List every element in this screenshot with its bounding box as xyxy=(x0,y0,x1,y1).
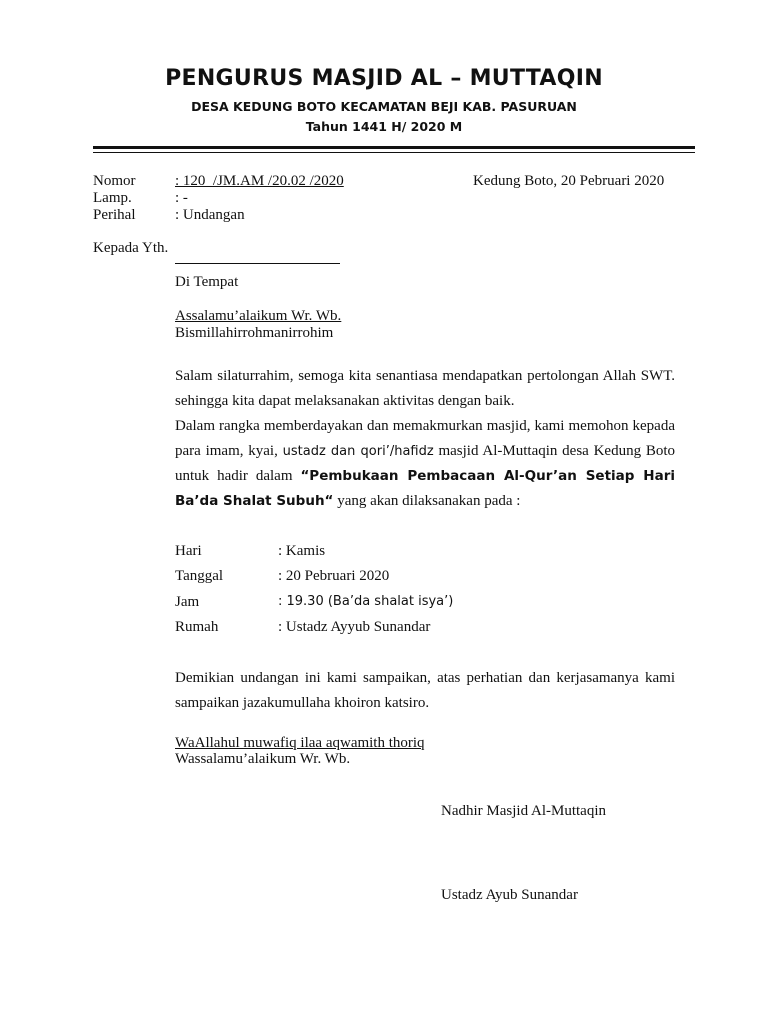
perihal-value: : Undangan xyxy=(175,207,245,223)
letterhead-year: Tahun 1441 H/ 2020 M xyxy=(305,119,463,134)
invitation-text-c: yang akan dilaksanakan pada : xyxy=(337,492,521,509)
detail-rumah-label: Rumah xyxy=(175,619,219,635)
lamp-label: Lamp. xyxy=(93,190,132,206)
detail-hari-label: Hari xyxy=(175,543,202,559)
detail-tanggal-label: Tanggal xyxy=(175,568,224,584)
invitation-text-ustadz: ustadz dan qori’/hafidz xyxy=(282,443,434,459)
salam-closing: Wassalamu’alaikum Wr. Wb. xyxy=(175,751,351,767)
nomor-value: : 120 /JM.AM /20.02 /2020 xyxy=(175,173,344,189)
kepada-yth: Kepada Yth. xyxy=(93,240,169,256)
detail-jam-label: Jam xyxy=(175,594,200,610)
invitation-text-a: Dalam rangka memberdayakan dan memakmurkan masjid, kami memohon kepada para imam, kyai, xyxy=(175,418,675,459)
nomor-label: Nomor xyxy=(93,173,136,189)
header-divider-thin xyxy=(93,152,695,153)
paragraph-closing: Demikian undangan ini kami sampaikan, atas perhatian dan kerjasamanya kami sampaikan jazakumullaha khoiron katsiro. xyxy=(175,670,675,711)
di-tempat: Di Tempat xyxy=(175,274,239,290)
paragraph-invitation xyxy=(175,414,675,513)
event-name: “Pembukaan Pembacaan Al-Qur’an Setiap Hari Ba’da Shalat Subuh“ xyxy=(175,468,676,509)
letterhead-title: PENGURUS MASJID AL – MUTTAQIN xyxy=(165,66,603,91)
muwafiq-line: WaAllahul muwafiq ilaa aqwamith thoriq xyxy=(175,735,425,751)
detail-hari-value: : Kamis xyxy=(278,543,326,559)
perihal-label: Perihal xyxy=(93,207,136,223)
detail-tanggal-value: : 20 Pebruari 2020 xyxy=(278,568,390,584)
salam-opening: Assalamu’alaikum Wr. Wb. xyxy=(175,308,342,324)
paragraph-salam: Salam silaturrahim, semoga kita senantiasa mendapatkan pertolongan Allah SWT. sehingga kita dapat melaksanakan aktivitas dengan baik. xyxy=(175,368,675,409)
letterhead-subtitle: DESA KEDUNG BOTO KECAMATAN BEJI KAB. PASURUAN xyxy=(191,99,577,114)
signatory-name: Ustadz Ayub Sunandar xyxy=(441,887,578,903)
invitation-text-b: masjid Al-Muttaqin desa Kedung Boto untuk hadir dalam xyxy=(175,442,676,484)
place-date: Kedung Boto, 20 Pebruari 2020 xyxy=(473,173,665,189)
detail-rumah-value: : Ustadz Ayyub Sunandar xyxy=(278,619,431,635)
detail-jam-value: : 19.30 (Ba’da shalat isya’) xyxy=(278,594,454,609)
recipient-name-line xyxy=(175,263,340,264)
header-divider-thick xyxy=(93,146,695,149)
signatory-role: Nadhir Masjid Al-Muttaqin xyxy=(441,803,606,819)
basmalah: Bismillahirrohmanirrohim xyxy=(175,325,334,341)
lamp-value: : - xyxy=(175,190,188,206)
